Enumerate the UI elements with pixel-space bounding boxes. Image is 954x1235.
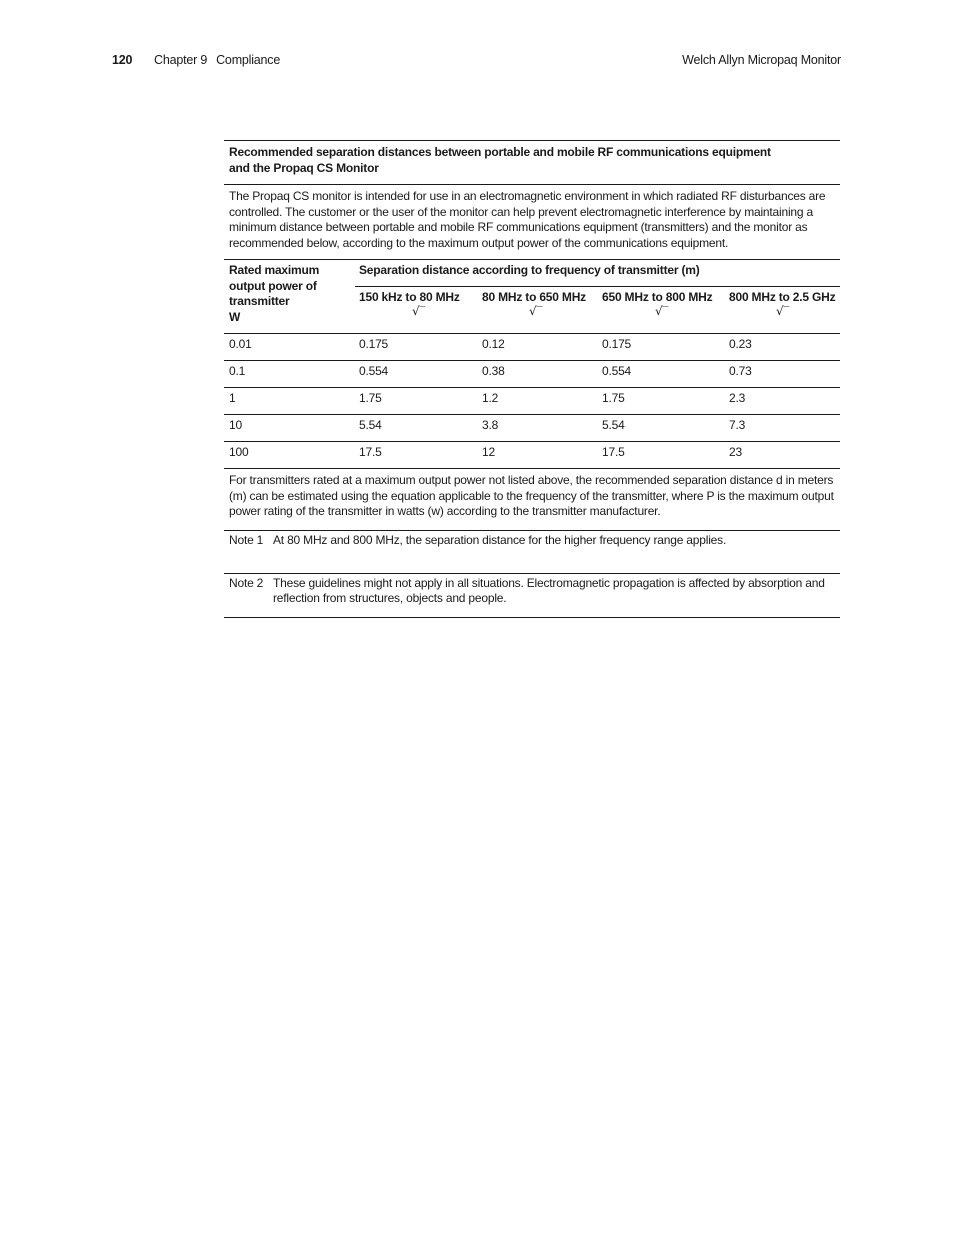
table-cell: 17.5 <box>359 445 382 459</box>
table-cell: 0.73 <box>729 364 752 378</box>
formula-glyph: √‾ <box>412 304 426 318</box>
formula-glyph: √‾ <box>776 304 790 318</box>
table-cell: 0.23 <box>729 337 752 351</box>
table-cell: 0.175 <box>359 337 389 351</box>
table-row <box>224 414 840 441</box>
table-cell: 0.38 <box>482 364 505 378</box>
table-bottom-rule <box>224 617 840 618</box>
note-1 <box>224 530 840 573</box>
rated-header-line: transmitter <box>229 294 290 308</box>
table-cell: 17.5 <box>602 445 625 459</box>
frequency-header-4: 800 MHz to 2.5 GHz <box>729 290 836 304</box>
note-label: Note 2 <box>229 575 264 590</box>
table-row <box>224 360 840 387</box>
table-cell: 1 <box>229 391 236 405</box>
table-cell: 3.8 <box>482 418 499 432</box>
frequency-header-2: 80 MHz to 650 MHz <box>482 290 586 304</box>
table-cell: 5.54 <box>359 418 382 432</box>
note-line: At 80 MHz and 800 MHz, the separation distance for the higher frequency range applies. <box>273 532 727 547</box>
note-2 <box>224 573 840 617</box>
table-cell: 5.54 <box>602 418 625 432</box>
formula-glyph: √‾ <box>529 304 543 318</box>
intro-line: minimum distance between portable and mobile RF communications equipment (transmitters) and the monitor as <box>229 220 808 234</box>
rated-header-line: output power of <box>229 278 317 293</box>
note-label: Note 1 <box>229 532 264 547</box>
table-cell: 12 <box>482 445 495 459</box>
note-line: reflection from structures, objects and people. <box>273 591 507 605</box>
separation-distance-header: Separation distance according to frequency of transmitter (m) <box>359 263 700 277</box>
table-cell: 0.554 <box>359 364 389 378</box>
frequency-header-1: 150 kHz to 80 MHz <box>359 290 460 304</box>
table-cell: 10 <box>229 418 242 432</box>
formula-glyph: √‾ <box>655 304 669 318</box>
table-cell: 0.175 <box>602 337 632 351</box>
table-cell: 0.1 <box>229 364 246 378</box>
note-line: These guidelines might not apply in all situations. Electromagnetic propagation is affected by absorption and <box>273 575 825 590</box>
intro-line: controlled. The customer or the user of the monitor can help prevent electromagnetic interference by maintaining a <box>229 204 813 219</box>
frequency-header-3: 650 MHz to 800 MHz <box>602 290 713 304</box>
separation-distance-table <box>224 140 840 618</box>
table-cell: 0.01 <box>229 337 252 351</box>
table-title-line: and the Propaq CS Monitor <box>229 161 379 175</box>
rated-power-header <box>229 263 349 325</box>
table-row <box>224 387 840 414</box>
footnote-line: For transmitters rated at a maximum output power not listed above, the recommended separation distance d in meters <box>229 473 834 487</box>
table-cell: 0.554 <box>602 364 632 378</box>
table-row <box>224 333 840 360</box>
table-cell: 7.3 <box>729 418 746 432</box>
table-title <box>224 141 840 184</box>
footnote-line: (m) can be estimated using the equation applicable to the frequency of the transmitter, where P is the maximum output <box>229 488 834 503</box>
table-header <box>224 260 840 333</box>
running-header-chapter <box>154 53 280 67</box>
intro-line: The Propaq CS monitor is intended for use in an electromagnetic environment in which radiated RF disturbances are <box>229 189 826 203</box>
table-cell: 23 <box>729 445 742 459</box>
table-cell: 100 <box>229 445 249 459</box>
table-cell: 2.3 <box>729 391 746 405</box>
table-cell: 1.75 <box>602 391 625 405</box>
table-footnote <box>224 468 840 530</box>
table-cell: 1.2 <box>482 391 499 405</box>
note-text <box>273 533 836 549</box>
section-label: Compliance <box>216 53 281 67</box>
table-intro <box>224 185 840 259</box>
table-title-line: Recommended separation distances between portable and mobile RF communications equipment <box>229 145 771 159</box>
rated-header-line: W <box>229 309 241 324</box>
intro-line: recommended below, according to the maximum output power of the communications equipment. <box>229 235 729 250</box>
footnote-line: power rating of the transmitter in watts (w) according to the transmitter manufacturer. <box>229 504 661 518</box>
rated-header-line: Rated maximum <box>229 263 320 277</box>
table-row <box>224 441 840 468</box>
page-number: 120 <box>112 53 133 67</box>
chapter-label: Chapter 9 <box>154 53 208 67</box>
note-text <box>273 576 836 607</box>
running-header-product: Welch Allyn Micropaq Monitor <box>682 53 841 67</box>
table-cell: 1.75 <box>359 391 382 405</box>
table-cell: 0.12 <box>482 337 505 351</box>
header-sub-rule <box>355 286 840 287</box>
